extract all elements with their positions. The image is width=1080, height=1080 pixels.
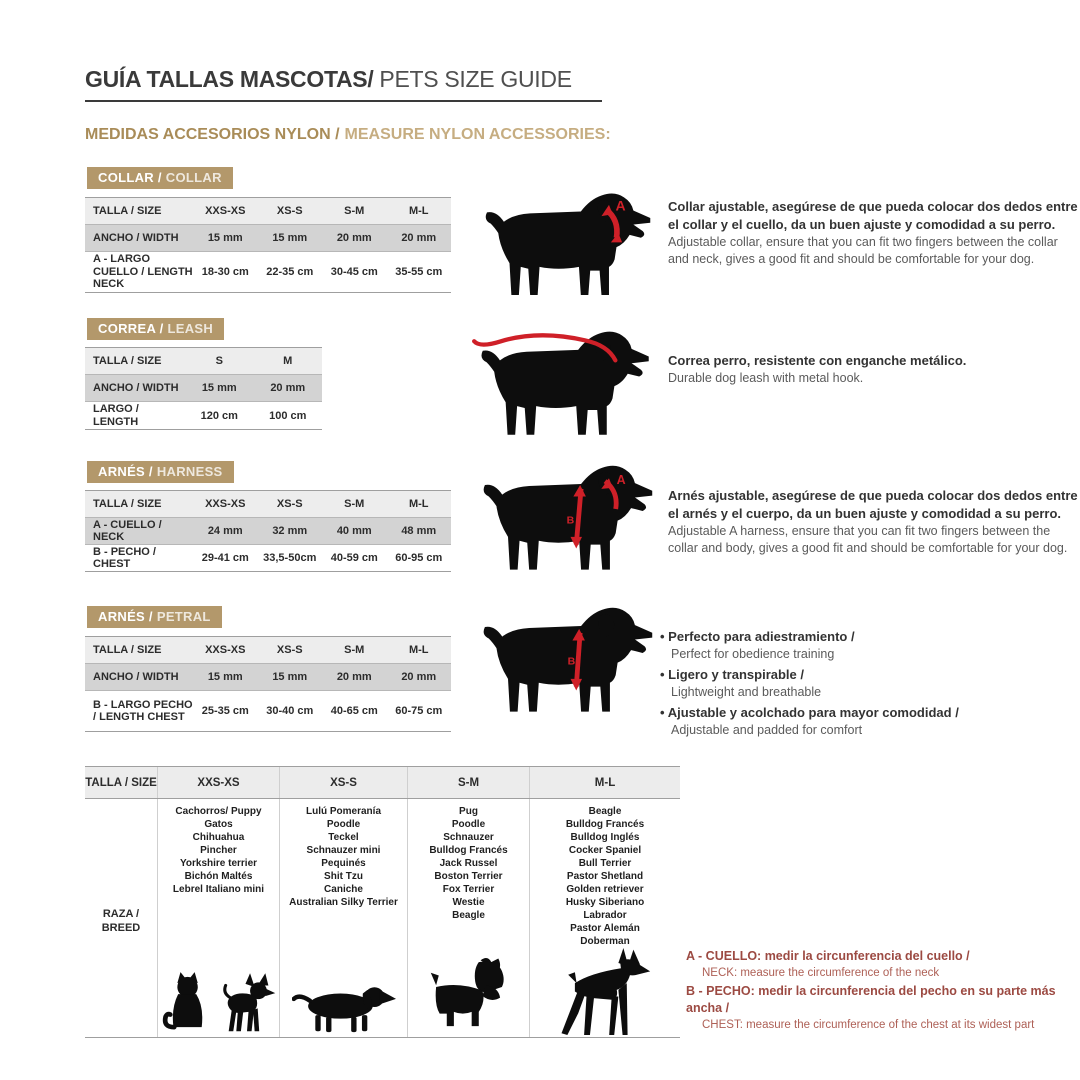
collar-desc-es: Collar ajustable, asegúrese de que pueda colocar dos dedos entre el collar y el cuello, da un buen ajuste y comodidad a su perro. xyxy=(668,199,1078,232)
table-row-label: ANCHO / WIDTH xyxy=(93,231,179,244)
leash-desc-es: Correa perro, resistente con enganche metálico. xyxy=(668,353,967,368)
note-chest-es: B - PECHO: medir la circunferencia del pecho en su parte más ancha / xyxy=(686,984,1056,1015)
leash-size-table xyxy=(85,347,322,430)
doberman-icon xyxy=(555,948,655,1040)
table-header-cells xyxy=(193,637,451,663)
petral-section-badge xyxy=(87,606,222,628)
table-header-cell: XS-S xyxy=(276,498,303,510)
table-header-cell: M-L xyxy=(408,498,429,510)
breed-item: Cachorros/ Puppy xyxy=(175,806,262,817)
table-header-cell: XXS-XS xyxy=(205,498,246,510)
table-header-label: TALLA / SIZE xyxy=(93,497,162,510)
table-cell: 35-55 cm xyxy=(395,266,443,278)
table-cell: 33,5-50cm xyxy=(263,552,317,564)
table-cell: 24 mm xyxy=(207,525,243,537)
harness-badge-en: HARNESS xyxy=(156,464,223,479)
table-header-cells xyxy=(185,348,322,374)
leash-dog-illustration xyxy=(458,326,663,450)
table-row xyxy=(85,348,322,375)
table-header-cell: M xyxy=(283,355,293,367)
svg-text:B: B xyxy=(567,655,576,668)
collar-badge-en: COLLAR xyxy=(165,170,222,185)
petral-bullet-es: • Ligero y transpirable / xyxy=(660,666,1074,684)
table-cell: 15 mm xyxy=(201,382,237,394)
breed-item: Bulldog Inglés xyxy=(570,832,640,843)
table-header-cell: XS-S xyxy=(276,205,303,217)
breed-item: Westie xyxy=(452,897,485,908)
table-cell: 20 mm xyxy=(401,232,437,244)
svg-text:B: B xyxy=(566,514,575,527)
table-row-cells xyxy=(185,402,322,429)
table-row-label: ANCHO / WIDTH xyxy=(93,670,179,683)
table-cell: 20 mm xyxy=(336,232,372,244)
petral-features xyxy=(660,628,1074,742)
breed-icons xyxy=(555,948,655,1040)
table-header-cell: XS-S xyxy=(276,644,303,656)
breed-item: Bulldog Francés xyxy=(429,845,508,856)
table-row xyxy=(85,491,451,518)
breed-table-body xyxy=(85,799,680,1037)
breed-header-s-m: S-M xyxy=(408,767,530,798)
table-row-label: B - LARGO PECHO / LENGTH CHEST xyxy=(93,698,193,723)
table-cell: 40-59 cm xyxy=(330,552,378,564)
table-cell: 48 mm xyxy=(401,525,437,537)
petral-bullet-en: Adjustable and padded for comfort xyxy=(671,723,863,737)
leash-desc-en: Durable dog leash with metal hook. xyxy=(668,371,864,385)
table-row xyxy=(85,198,451,225)
breed-item: Pastor Alemán xyxy=(570,923,640,934)
table-row-label: ANCHO / WIDTH xyxy=(93,381,179,394)
breed-list xyxy=(289,805,398,909)
petral-size-table xyxy=(85,636,451,732)
breed-list xyxy=(173,805,264,896)
measuring-notes xyxy=(686,948,1078,1035)
page-title xyxy=(85,66,602,102)
breed-item: Lulú Pomeranía xyxy=(305,806,381,817)
breed-item: Bichón Maltés xyxy=(184,871,253,882)
table-row xyxy=(85,225,451,252)
collar-badge-es: COLLAR / xyxy=(98,170,162,185)
breed-header-m-l: M-L xyxy=(594,776,616,789)
table-header-cell: XXS-XS xyxy=(205,205,246,217)
petral-badge-en: PETRAL xyxy=(156,609,211,624)
table-cell: 15 mm xyxy=(207,671,243,683)
page-title-es: GUÍA TALLAS MASCOTAS/ xyxy=(85,66,374,92)
breed-icons xyxy=(292,979,396,1035)
breed-item: Schnauzer xyxy=(443,832,494,843)
breed-col-xs-s xyxy=(280,799,408,1037)
table-cell: 40 mm xyxy=(336,525,372,537)
harness-badge-es: ARNÉS / xyxy=(98,464,153,479)
table-header-label: TALLA / SIZE xyxy=(93,204,162,217)
petral-bullet-es: • Perfecto para adiestramiento / xyxy=(660,628,1074,646)
table-row xyxy=(85,518,451,545)
breed-item: Husky Siberiano xyxy=(565,897,645,908)
breed-size-table xyxy=(85,766,680,1038)
breed-icons xyxy=(427,955,511,1035)
breed-item: Gatos xyxy=(204,819,233,830)
table-row-cells xyxy=(193,691,451,731)
table-header-label: TALLA / SIZE xyxy=(93,643,162,656)
table-header-label: TALLA / SIZE xyxy=(93,354,162,367)
breed-item: Labrador xyxy=(583,910,627,921)
leash-section-badge xyxy=(87,318,224,340)
chihuahua-icon xyxy=(218,971,276,1035)
table-row xyxy=(85,252,451,292)
breed-col-s-m xyxy=(408,799,530,1037)
leash-badge-es: CORREA / xyxy=(98,321,164,336)
table-cell: 25-35 cm xyxy=(201,705,249,717)
table-header-cell: XXS-XS xyxy=(205,644,246,656)
table-row-label: LARGO / LENGTH xyxy=(93,403,139,428)
table-row xyxy=(85,545,451,571)
breed-item: Chihuahua xyxy=(192,832,245,843)
table-header-cell: M-L xyxy=(408,644,429,656)
harness-description xyxy=(668,487,1078,557)
petral-bullet-es: • Ajustable y acolchado para mayor comodidad / xyxy=(660,704,1074,722)
table-row-cells xyxy=(193,252,451,292)
table-cell: 22-35 cm xyxy=(266,266,314,278)
table-row-cells xyxy=(185,375,322,401)
table-row-cells xyxy=(193,545,451,571)
breed-item: Teckel xyxy=(328,832,359,843)
collar-dog-illustration xyxy=(478,188,663,310)
table-cell: 30-45 cm xyxy=(330,266,378,278)
breed-header-label: TALLA / SIZE xyxy=(85,767,158,798)
table-row-cells xyxy=(193,225,451,251)
page-subtitle-es: MEDIDAS ACCESORIOS NYLON / xyxy=(85,126,340,143)
table-header-cell: M-L xyxy=(408,205,429,217)
breed-header-xs-s: XS-S xyxy=(280,767,408,798)
note-neck-es: A - CUELLO: medir la circunferencia del cuello / xyxy=(686,949,970,963)
breed-icons xyxy=(161,969,276,1035)
breed-item: Lebrel Italiano mini xyxy=(172,884,265,895)
breed-col-xxs-xs xyxy=(158,799,280,1037)
schnauzer-icon xyxy=(427,955,511,1035)
cat-icon xyxy=(161,969,211,1035)
breed-item: Australian Silky Terrier xyxy=(289,897,398,908)
breed-item: Bull Terrier xyxy=(578,858,632,869)
petral-badge-es: ARNÉS / xyxy=(98,609,153,624)
collar-description xyxy=(668,198,1078,268)
table-header-cells xyxy=(193,198,451,224)
table-row xyxy=(85,691,451,731)
table-row-label: B - PECHO / CHEST xyxy=(93,545,156,570)
table-cell: 60-95 cm xyxy=(395,552,443,564)
breed-list xyxy=(566,805,644,948)
table-row xyxy=(85,402,322,429)
breed-table-header xyxy=(85,767,680,799)
breed-item: Schnauzer mini xyxy=(306,845,381,856)
table-row-cells xyxy=(193,664,451,690)
breed-item: Bulldog Francés xyxy=(565,819,645,830)
harness-size-table xyxy=(85,490,451,572)
table-row-label: A - LARGO CUELLO / LENGTH NECK xyxy=(93,253,193,291)
table-cell: 18-30 cm xyxy=(201,266,249,278)
breed-item: Boston Terrier xyxy=(434,871,503,882)
table-cell: 20 mm xyxy=(336,671,372,683)
table-cell: 20 mm xyxy=(401,671,437,683)
note-chest-en: CHEST: measure the circumference of the chest at its widest part xyxy=(702,1019,1035,1031)
table-cell: 29-41 cm xyxy=(201,552,249,564)
page-subtitle-en: MEASURE NYLON ACCESSORIES: xyxy=(344,126,611,143)
breed-item: Beagle xyxy=(588,806,622,817)
breed-item: Fox Terrier xyxy=(442,884,495,895)
leash-description xyxy=(668,352,1078,387)
breed-item: Beagle xyxy=(452,910,485,921)
harness-desc-en: Adjustable A harness, ensure that you can fit two fingers between the collar and body, gives a good fit and should be comfortable for your dog. xyxy=(668,524,1068,555)
table-cell: 15 mm xyxy=(272,232,308,244)
svg-text:A: A xyxy=(615,197,626,214)
table-cell: 15 mm xyxy=(207,232,243,244)
table-header-cell: S xyxy=(215,355,223,367)
note-neck-en: NECK: measure the circumference of the neck xyxy=(702,967,940,979)
petral-bullet-en: Perfect for obedience training xyxy=(671,647,835,661)
breed-item: Cocker Spaniel xyxy=(568,845,642,856)
table-row xyxy=(85,375,322,402)
breed-row-label: RAZA / BREED xyxy=(85,799,158,1037)
petral-bullet-en: Lightweight and breathable xyxy=(671,685,822,699)
breed-item: Yorkshire terrier xyxy=(179,858,258,869)
harness-desc-es: Arnés ajustable, asegúrese de que pueda colocar dos dedos entre el arnés y el cuerpo, da un buen ajuste y comodidad a su perro. xyxy=(668,488,1078,521)
page-title-en: PETS SIZE GUIDE xyxy=(379,66,572,92)
harness-section-badge xyxy=(87,461,234,483)
collar-section-badge xyxy=(87,167,233,189)
page-subtitle xyxy=(85,126,611,144)
breed-list xyxy=(429,805,507,922)
breed-item: Pincher xyxy=(200,845,237,856)
table-cell: 40-65 cm xyxy=(330,705,378,717)
breed-item: Pequinés xyxy=(321,858,366,869)
breed-item: Golden retriever xyxy=(566,884,644,895)
table-cell: 100 cm xyxy=(269,409,307,422)
table-header-cell: S-M xyxy=(344,644,365,656)
harness-dog-illustration xyxy=(478,460,663,585)
table-cell: 20 mm xyxy=(270,382,306,394)
collar-size-table xyxy=(85,197,451,293)
collar-desc-en: Adjustable collar, ensure that you can fit two fingers between the collar and neck, gives a good fit and should be comfortable for your dog. xyxy=(668,235,1058,266)
table-cell: 30-40 cm xyxy=(266,705,314,717)
table-row-cells xyxy=(193,518,451,544)
petral-dog-illustration xyxy=(478,602,663,727)
table-header-cell: S-M xyxy=(344,498,365,510)
breed-item: Doberman xyxy=(580,936,630,947)
breed-item: Poodle xyxy=(451,819,486,830)
table-row-label: A - CUELLO / NECK xyxy=(93,518,162,543)
dachshund-icon xyxy=(292,979,396,1035)
table-row xyxy=(85,637,451,664)
table-cell: 60-75 cm xyxy=(395,705,443,717)
breed-item: Caniche xyxy=(324,884,363,895)
leash-badge-en: LEASH xyxy=(167,321,214,336)
breed-item: Poodle xyxy=(326,819,361,830)
table-header-cells xyxy=(193,491,451,517)
breed-col-m-l xyxy=(530,799,680,1037)
breed-header-xxs-xs: XXS-XS xyxy=(158,767,280,798)
svg-text:A: A xyxy=(616,473,626,488)
table-row xyxy=(85,664,451,691)
breed-item: Pug xyxy=(459,806,478,817)
table-header-cell: S-M xyxy=(344,205,365,217)
breed-item: Pastor Shetland xyxy=(566,871,644,882)
breed-item: Jack Russel xyxy=(439,858,498,869)
table-cell: 15 mm xyxy=(272,671,308,683)
breed-item: Shit Tzu xyxy=(324,871,363,882)
table-cell: 32 mm xyxy=(272,525,308,537)
table-cell: 120 cm xyxy=(200,409,238,422)
